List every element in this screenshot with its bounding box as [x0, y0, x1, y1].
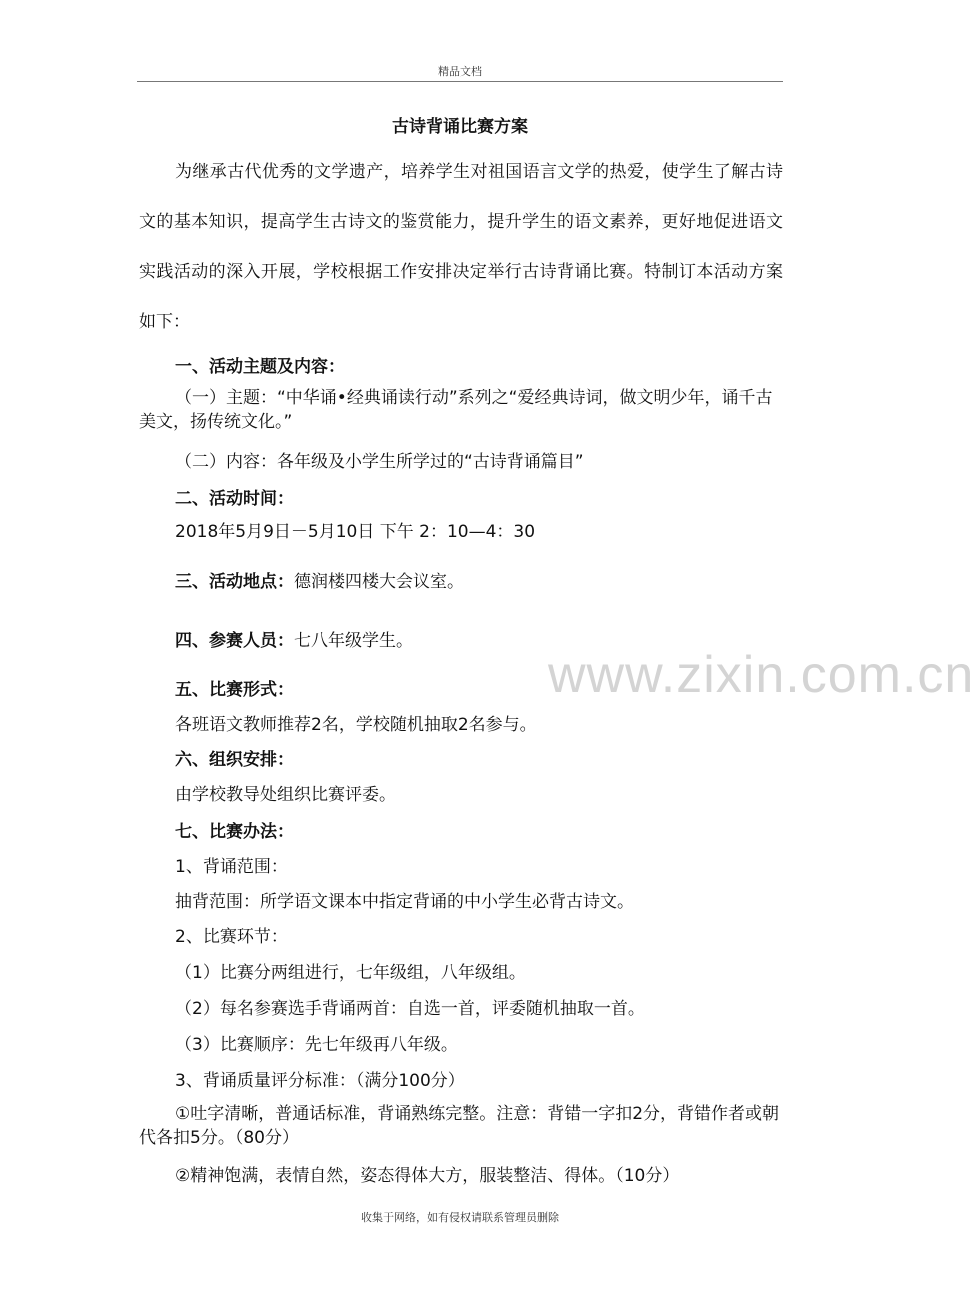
section-2-heading: 二、活动时间：	[175, 489, 294, 509]
section-1-theme: （一）主题：“中华诵•经典诵读行动”系列之“爱经典诗词，做文明少年，诵千古美文，扬传统文化。”	[139, 388, 773, 432]
rule-2-item-2: （2）每名参赛选手背诵两首：自选一首，评委随机抽取一首。	[175, 999, 645, 1019]
rule-3-criterion-1: ①吐字清晰，普通话标准，背诵熟练完整。注意：背错一字扣2分，背错作者或朝代各扣5分。（80分）	[139, 1104, 780, 1148]
section-2-time: 2018年5月9日－5月10日 下午 2：10—4：30	[175, 522, 536, 542]
section-1-content: （二）内容：各年级及小学生所学过的“古诗背诵篇目”	[175, 452, 584, 472]
page-footer: 收集于网络，如有侵权请联系管理员删除	[361, 1211, 559, 1224]
rule-3-criterion-2: ②精神饱满，表情自然，姿态得体大方，服装整洁、得体。（10分）	[175, 1166, 680, 1186]
section-1-heading: 一、活动主题及内容：	[175, 357, 345, 377]
section-4-heading: 四、参赛人员：	[175, 631, 294, 651]
header-divider	[137, 81, 783, 82]
section-5-format: 各班语文教师推荐2名，学校随机抽取2名参与。	[175, 715, 537, 735]
section-3-line	[175, 567, 464, 592]
rule-3-title: 3、背诵质量评分标准：（满分100分）	[175, 1071, 465, 1091]
section-4-participants: 七八年级学生。	[294, 631, 413, 651]
document-title: 古诗背诵比赛方案	[392, 117, 528, 137]
section-3-location: 德润楼四楼大会议室。	[294, 572, 464, 592]
section-5-heading: 五、比赛形式：	[175, 680, 294, 700]
rule-2-title: 2、比赛环节：	[175, 927, 288, 947]
section-7-heading: 七、比赛办法：	[175, 822, 294, 842]
rule-2-item-1: （1）比赛分两组进行，七年级组，八年级组。	[175, 963, 526, 983]
section-3-heading: 三、活动地点：	[175, 572, 294, 592]
rule-2-item-3: （3）比赛顺序：先七年级再八年级。	[175, 1035, 458, 1055]
watermark: www.zixin.com.cn	[548, 646, 974, 704]
section-6-heading: 六、组织安排：	[175, 750, 294, 770]
section-6-organization: 由学校教导处组织比赛评委。	[175, 785, 396, 805]
rule-1-content: 抽背范围：所学语文课本中指定背诵的中小学生必背古诗文。	[175, 892, 634, 912]
rule-1-title: 1、背诵范围：	[175, 857, 288, 877]
section-4-line	[175, 626, 413, 651]
intro-paragraph: 为继承古代优秀的文学遗产，培养学生对祖国语言文学的热爱，使学生了解古诗文的基本知识，提高学生古诗文的鉴赏能力，提升学生的语文素养，更好地促进语文实践活动的深入开展，学校根据工作安排决定举行古诗背诵比赛。特制订本活动方案如下：	[139, 162, 783, 332]
page-header: 精品文档	[438, 65, 482, 78]
